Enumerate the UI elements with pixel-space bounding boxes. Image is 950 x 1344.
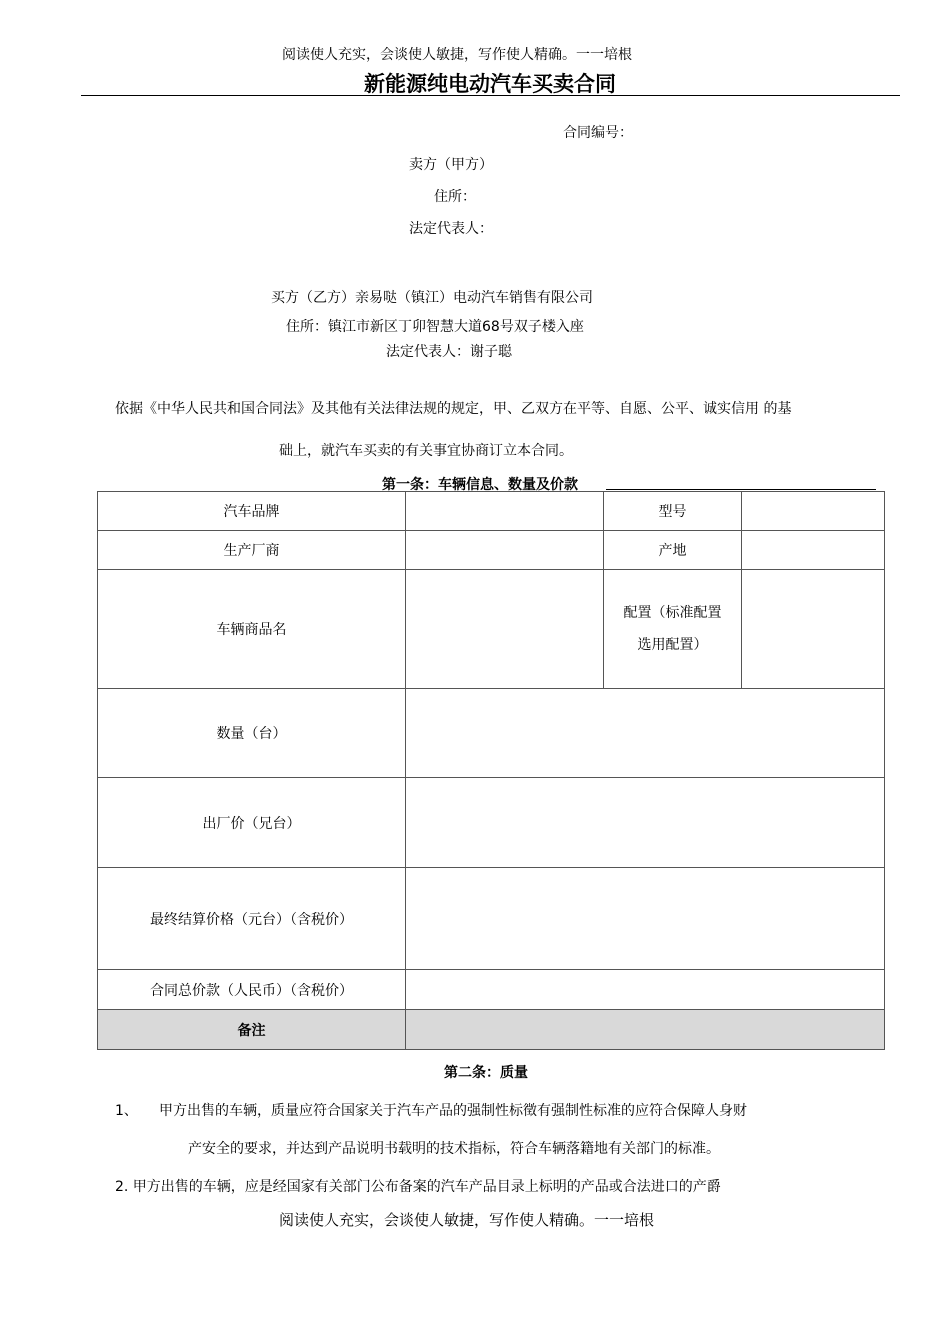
- final-price-label: 最终结算价格（元台）（含税价）: [98, 868, 406, 970]
- origin-label: 产地: [604, 531, 742, 570]
- seller-rep-label: 法定代表人：: [409, 221, 493, 237]
- vehicle-info-table: [97, 491, 885, 1050]
- configuration-label-line1: 配置（标准配置: [623, 605, 722, 621]
- model-value-cell: [742, 492, 885, 531]
- table-row: [98, 570, 885, 689]
- quantity-value-cell: [406, 689, 885, 778]
- footer-quote: 阅读使人充实，会谈使人敏捷，写作使人精确。一一培根: [279, 1211, 655, 1229]
- product-name-label: 车辆商品名: [98, 570, 406, 689]
- quantity-label: 数量（台）: [98, 689, 406, 778]
- brand-label: 汽车品牌: [98, 492, 406, 531]
- manufacturer-value-cell: [406, 531, 604, 570]
- table-row: [98, 868, 885, 970]
- origin-value-cell: [742, 531, 885, 570]
- remarks-value-cell: [406, 1010, 885, 1050]
- header-divider: [81, 95, 900, 96]
- header-quote: 阅读使人充实，会谈使人敏捷，写作使人精确。一一培根: [282, 47, 632, 63]
- product-name-value-cell: [406, 570, 604, 689]
- section1-title: 第一条：车辆信息、数量及价款: [382, 477, 578, 493]
- section2-item2: 2. 甲方出售的车辆，应是经国家有关部门公布备案的汽车产品目录上标明的产品或合法进口的产爵: [115, 1179, 721, 1195]
- configuration-label: [604, 570, 742, 689]
- section2-item1-line1: 甲方出售的车辆，质量应符合国家关于汽车产品的强制性标徵有强制性标准的应符合保障人身财: [159, 1103, 747, 1119]
- table-row: [98, 689, 885, 778]
- total-price-value-cell: [406, 970, 885, 1010]
- buyer-address: 住所：镇江市新区丁卯智慧大道68号双子楼入座: [286, 319, 584, 335]
- section2-item1-line2: 产安全的要求，并达到产品说明书载明的技术指标，符合车辆落籍地有关部门的标准。: [188, 1141, 720, 1157]
- table-row: [98, 970, 885, 1010]
- table-row: [98, 492, 885, 531]
- table-row: [98, 778, 885, 868]
- final-price-value-cell: [406, 868, 885, 970]
- intro-paragraph-line1: 依据《中华人民共和国合同法》及其他有关法律法规的规定，甲、乙双方在平等、自愿、公平、诚实信用 的基: [115, 401, 792, 417]
- factory-price-label: 出厂价（兄台）: [98, 778, 406, 868]
- contract-number-label: 合同编号：: [563, 125, 633, 141]
- section2-title: 第二条：质量: [444, 1065, 528, 1081]
- section1-title-underline: [606, 489, 876, 490]
- table-row: [98, 531, 885, 570]
- section2-item1-number: 1、: [115, 1103, 138, 1119]
- intro-paragraph-line2: 础上，就汽车买卖的有关事宜协商订立本合同。: [279, 443, 573, 459]
- table-row: [98, 1010, 885, 1050]
- manufacturer-label: 生产厂商: [98, 531, 406, 570]
- remarks-label: 备注: [98, 1010, 406, 1050]
- factory-price-value-cell: [406, 778, 885, 868]
- buyer-rep: 法定代表人：谢子聪: [386, 344, 512, 360]
- seller-label: 卖方（甲方）: [409, 157, 493, 173]
- configuration-value-cell: [742, 570, 885, 689]
- document-title: 新能源纯电动汽车买卖合同: [364, 72, 616, 96]
- seller-address-label: 住所：: [434, 189, 476, 205]
- buyer-line: 买方（乙方）亲易哒（镇江）电动汽车销售有限公司: [271, 290, 593, 306]
- brand-value-cell: [406, 492, 604, 531]
- total-price-label: 合同总价款（人民币）（含税价）: [98, 970, 406, 1010]
- configuration-label-line2: 选用配置）: [637, 637, 708, 653]
- model-label: 型号: [604, 492, 742, 531]
